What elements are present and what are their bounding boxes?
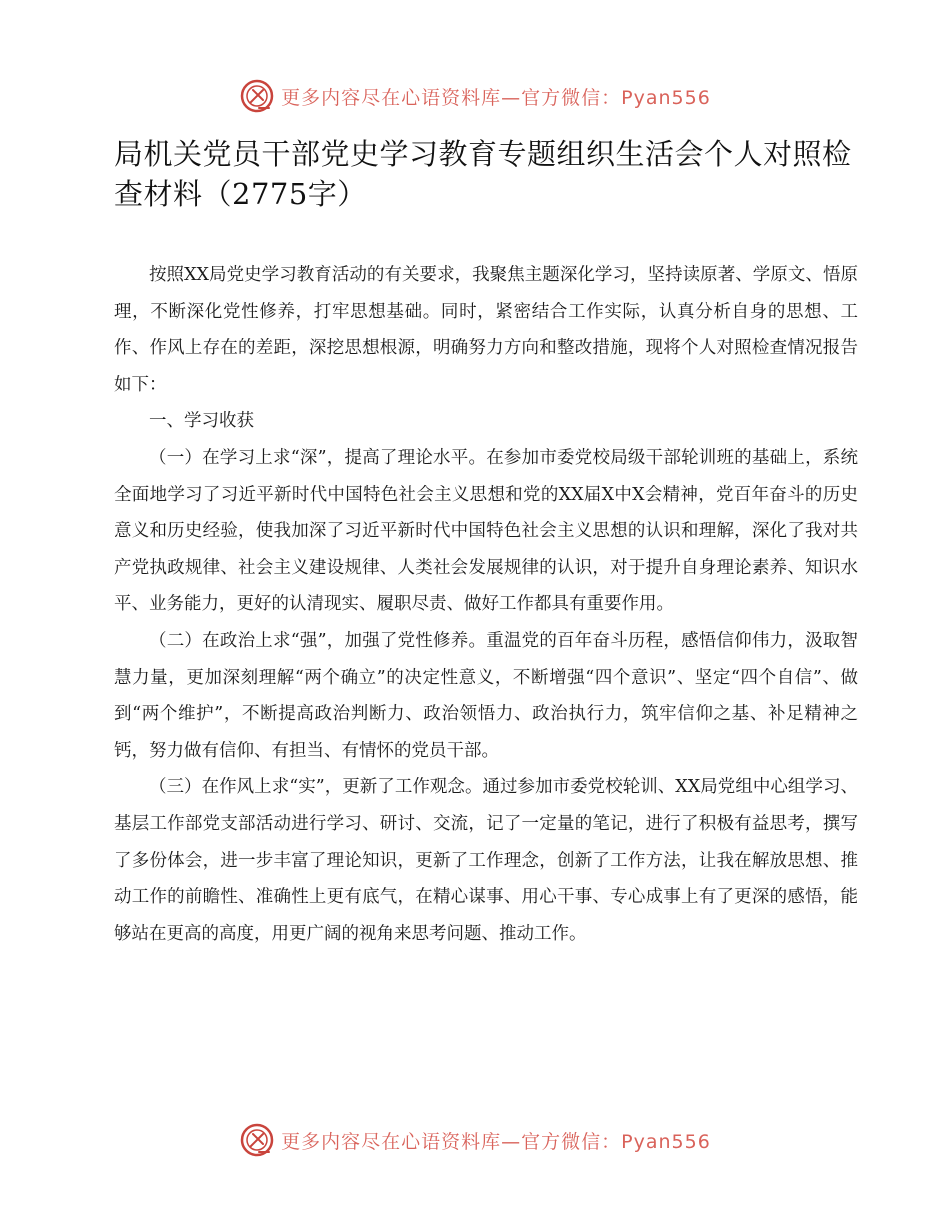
paragraph-style: （三）在作风上求“实”，更新了工作观念。通过参加市委党校轮训、XX局党组中心组学习、基层工作部党支部活动进行学习、研讨、交流，记了一定量的笔记，进行了积极有益思考，撰写了多份体会，进一步丰富了理论知识，更新了工作理念，创新了工作方法，让我在解放思想、推动工作的前瞻性、准确性上更有底气，在精心谋事、用心干事、专心成事上有了更深的感悟，能够站在更高的高度，用更广阔的视角来思考问题、推动工作。: [114, 777, 858, 944]
intro-paragraph: 按照XX局党史学习教育活动的有关要求，我聚焦主题深化学习，坚持读原著、学原文、悟原理，不断深化党性修养，打牢思想基础。同时，紧密结合工作实际，认真分析自身的思想、工作、作风上存在的差距，深挖思想根源，明确努力方向和整改措施，现将个人对照检查情况报告如下：: [114, 265, 858, 395]
paragraph-politics: （二）在政治上求“强”，加强了党性修养。重温党的百年奋斗历程，感悟信仰伟力，汲取智慧力量，更加深刻理解“两个确立”的决定性意义，不断增强“四个意识”、坚定“四个自信”、做到“两个维护”，不断提高政治判断力、政治领悟力、政治执行力，筑牢信仰之基、补足精神之钙，努力做有信仰、有担当、有情怀的党员干部。: [114, 630, 858, 761]
paragraph-study: （一）在学习上求“深”，提高了理论水平。在参加市委党校局级干部轮训班的基础上，系统全面地学习了习近平新时代中国特色社会主义思想和党的XX届X中X会精神，党百年奋斗的历史意义和历史经验，使我加深了习近平新时代中国特色社会主义思想的认识和理解，深化了我对共产党执政规律、社会主义建设规律、人类社会发展规律的认识，对于提升自身理论素养、知识水平、业务能力，更好的认清现实、履职尽责、做好工作都具有重要作用。: [114, 447, 858, 615]
footer-banner: [0, 1120, 950, 1160]
document-title: 局机关党员干部党史学习教育专题组织生活会个人对照检查材料（2775字）: [114, 137, 852, 211]
document-body: [114, 257, 858, 952]
header-banner: [0, 76, 950, 116]
seal-logo-icon: [239, 1122, 275, 1158]
section-heading: 一、学习收获: [149, 411, 254, 432]
header-banner-text: 更多内容尽在心语资料库—官方微信：Pyan556: [281, 86, 711, 109]
footer-banner-text: 更多内容尽在心语资料库—官方微信：Pyan556: [281, 1130, 711, 1153]
seal-logo-icon: [239, 78, 275, 114]
